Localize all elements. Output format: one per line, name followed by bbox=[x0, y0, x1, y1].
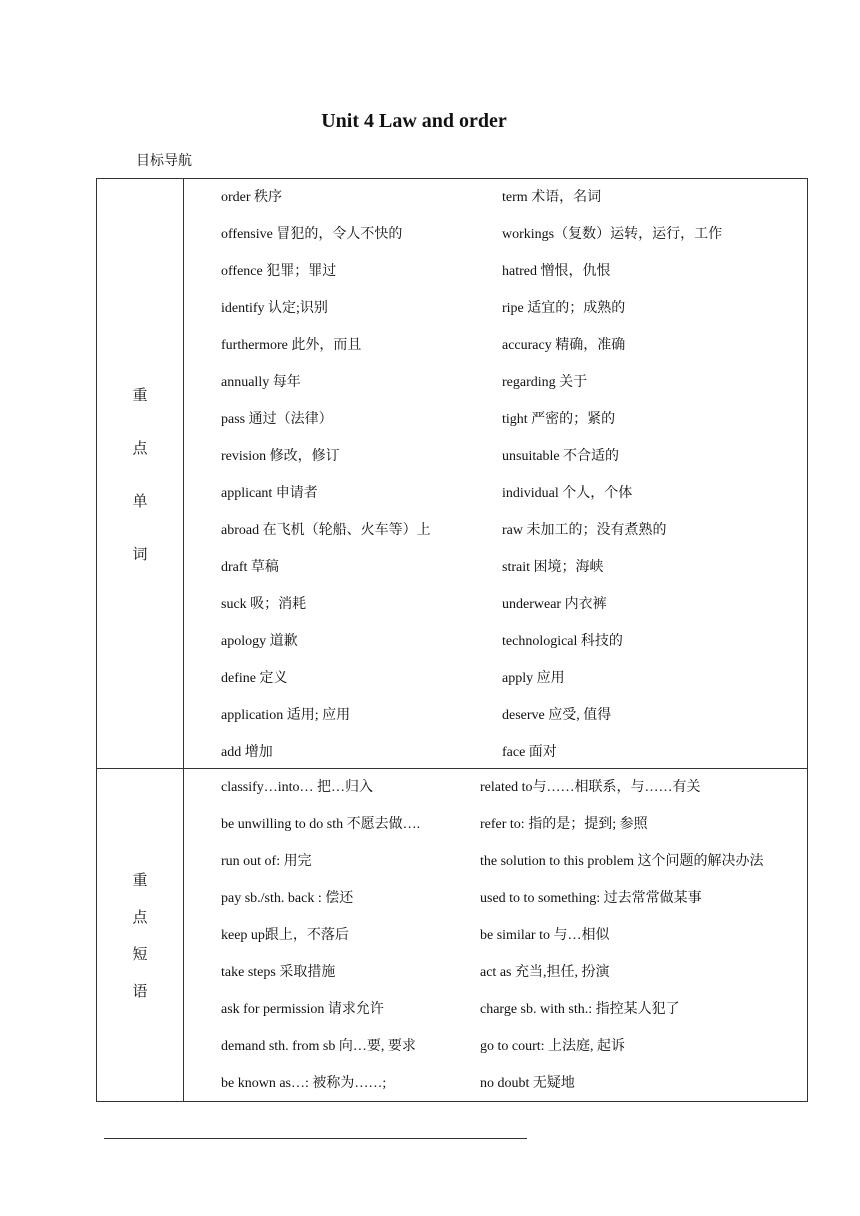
term-right: the solution to this problem 这个问题的解决办法 bbox=[480, 854, 764, 869]
term-right: raw 未加工的；没有煮熟的 bbox=[502, 523, 667, 538]
term-right: no doubt 无疑地 bbox=[480, 1076, 575, 1091]
term-right: related to与……相联系，与……有关 bbox=[480, 780, 701, 795]
term-left: take steps 采取措施 bbox=[221, 965, 336, 980]
term-left: demand sth. from sb 向…要, 要求 bbox=[221, 1039, 416, 1054]
key-words-label bbox=[97, 179, 184, 768]
term-right: technological 科技的 bbox=[502, 634, 623, 649]
label-char: 重 bbox=[132, 873, 148, 889]
term-left: offence 犯罪；罪过 bbox=[221, 264, 337, 279]
term-right: be similar to 与…相似 bbox=[480, 928, 610, 943]
term-right: workings（复数）运转，运行，工作 bbox=[502, 227, 723, 242]
list-item bbox=[184, 631, 807, 653]
label-char: 点 bbox=[132, 910, 148, 926]
list-item bbox=[184, 742, 807, 764]
term-left: be unwilling to do sth 不愿去做…. bbox=[221, 817, 421, 832]
list-item bbox=[184, 224, 807, 246]
term-left: furthermore 此外，而且 bbox=[221, 338, 362, 353]
term-left: keep up跟上，不落后 bbox=[221, 928, 349, 943]
term-left: abroad 在飞机（轮船、火车等）上 bbox=[221, 523, 431, 538]
term-left: add 增加 bbox=[221, 745, 273, 760]
term-left: pay sb./sth. back : 偿还 bbox=[221, 891, 354, 906]
term-left: identify 认定;识别 bbox=[221, 301, 328, 316]
vocabulary-table bbox=[96, 178, 808, 1102]
list-item bbox=[184, 557, 807, 579]
label-char: 短 bbox=[132, 947, 148, 963]
term-left: suck 吸；消耗 bbox=[221, 597, 307, 612]
label-char: 点 bbox=[132, 440, 148, 457]
label-char: 重 bbox=[132, 387, 148, 404]
term-right: refer to: 指的是；提到; 参照 bbox=[480, 817, 648, 832]
term-left: classify…into… 把…归入 bbox=[221, 780, 374, 795]
term-right: hatred 憎恨，仇恨 bbox=[502, 264, 611, 279]
list-item bbox=[184, 261, 807, 283]
list-item bbox=[184, 668, 807, 690]
term-right: underwear 内衣裤 bbox=[502, 597, 607, 612]
section-heading: 目标导航 bbox=[136, 154, 192, 169]
term-right: go to court: 上法庭, 起诉 bbox=[480, 1039, 626, 1054]
term-right: strait 困境；海峡 bbox=[502, 560, 604, 575]
label-char: 单 bbox=[132, 493, 148, 510]
term-left: be known as…: 被称为……; bbox=[221, 1076, 387, 1091]
term-left: draft 草稿 bbox=[221, 560, 279, 575]
footnote-divider bbox=[104, 1138, 527, 1139]
term-left: pass 通过（法律） bbox=[221, 412, 333, 427]
term-left: offensive 冒犯的，令人不快的 bbox=[221, 227, 403, 242]
list-item bbox=[184, 594, 807, 616]
list-item bbox=[184, 187, 807, 209]
list-item bbox=[184, 925, 807, 947]
term-right: deserve 应受, 值得 bbox=[502, 708, 612, 723]
term-left: ask for permission 请求允许 bbox=[221, 1002, 384, 1017]
term-left: application 适用; 应用 bbox=[221, 708, 351, 723]
list-item bbox=[184, 777, 807, 799]
term-right: accuracy 精确，准确 bbox=[502, 338, 626, 353]
list-item bbox=[184, 1073, 807, 1095]
term-right: charge sb. with sth.: 指控某人犯了 bbox=[480, 1002, 680, 1017]
list-item bbox=[184, 705, 807, 727]
term-right: act as 充当,担任, 扮演 bbox=[480, 965, 610, 980]
term-left: define 定义 bbox=[221, 671, 288, 686]
term-left: applicant 申请者 bbox=[221, 486, 318, 501]
term-left: revision 修改，修订 bbox=[221, 449, 340, 464]
list-item bbox=[184, 814, 807, 836]
term-right: used to to something: 过去常常做某事 bbox=[480, 891, 702, 906]
label-char: 词 bbox=[132, 546, 148, 563]
list-item bbox=[184, 888, 807, 910]
key-words-list bbox=[184, 179, 807, 768]
list-item bbox=[184, 335, 807, 357]
list-item bbox=[184, 409, 807, 431]
term-right: term 术语，名词 bbox=[502, 190, 602, 205]
term-left: run out of: 用完 bbox=[221, 854, 312, 869]
key-phrases-label bbox=[97, 769, 184, 1101]
key-words-section bbox=[97, 179, 807, 769]
key-phrases-section bbox=[97, 769, 807, 1101]
list-item bbox=[184, 298, 807, 320]
label-char: 语 bbox=[132, 984, 148, 1000]
term-left: apology 道歉 bbox=[221, 634, 298, 649]
key-phrases-list bbox=[184, 769, 807, 1101]
term-left: order 秩序 bbox=[221, 190, 283, 205]
term-right: unsuitable 不合适的 bbox=[502, 449, 620, 464]
term-right: ripe 适宜的；成熟的 bbox=[502, 301, 626, 316]
term-right: individual 个人，个体 bbox=[502, 486, 633, 501]
term-right: face 面对 bbox=[502, 745, 557, 760]
list-item bbox=[184, 520, 807, 542]
list-item bbox=[184, 446, 807, 468]
list-item bbox=[184, 962, 807, 984]
term-right: tight 严密的；紧的 bbox=[502, 412, 616, 427]
term-right: regarding 关于 bbox=[502, 375, 588, 390]
list-item bbox=[184, 1036, 807, 1058]
list-item bbox=[184, 851, 807, 873]
list-item bbox=[184, 999, 807, 1021]
page-title: Unit 4 Law and order bbox=[321, 110, 507, 132]
term-right: apply 应用 bbox=[502, 671, 565, 686]
term-left: annually 每年 bbox=[221, 375, 301, 390]
list-item bbox=[184, 483, 807, 505]
list-item bbox=[184, 372, 807, 394]
